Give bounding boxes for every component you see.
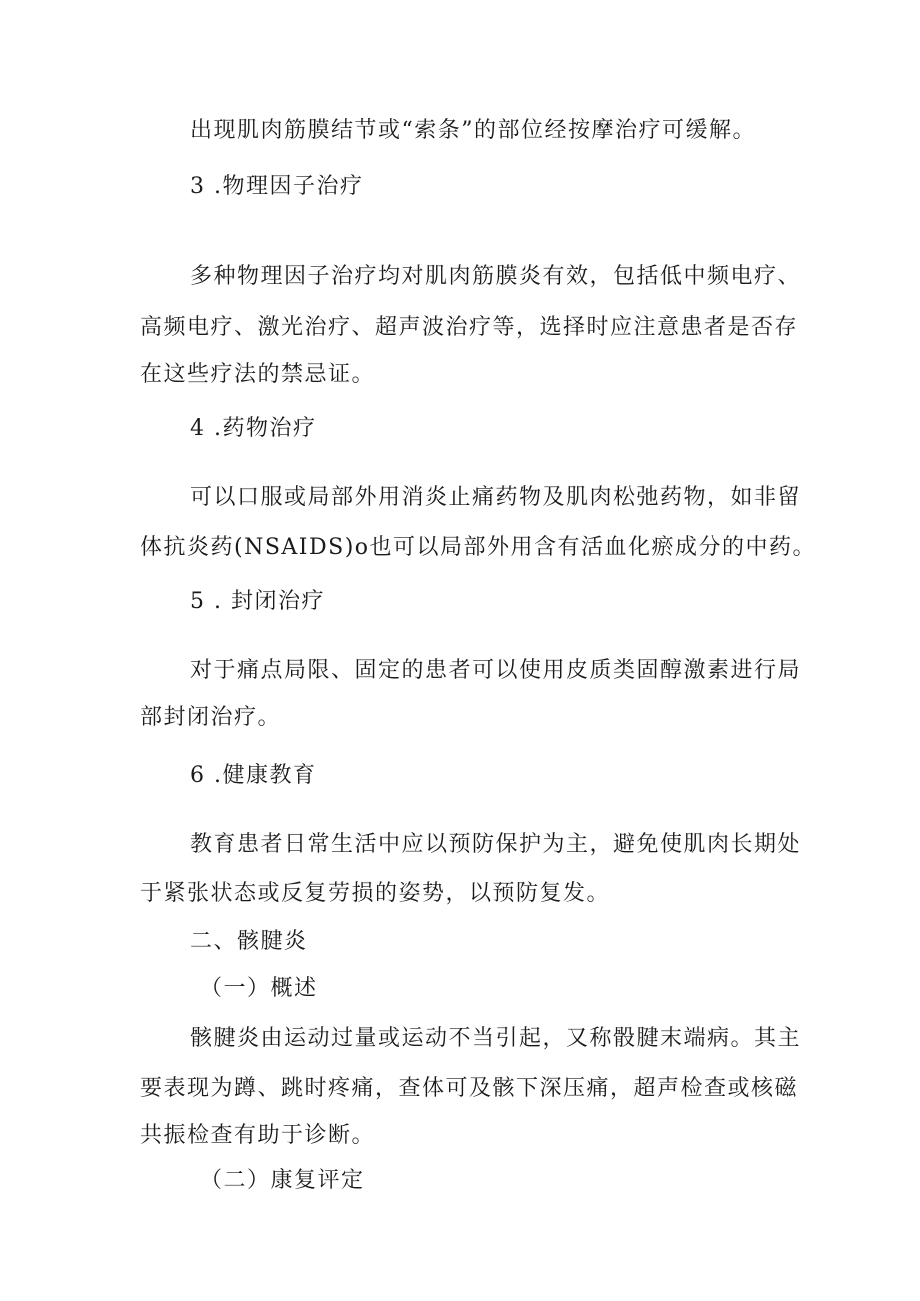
heading-physical-therapy: 3 .物理因子治疗 (190, 174, 364, 199)
paragraph-overview-line-2: 要表现为蹲、跳时疼痛，查体可及骸下深压痛，超声检查或核磁 (140, 1076, 799, 1101)
paragraph-massage-line-1: 出现肌肉筋膜结节或“索条”的部位经按摩治疗可缓解。 (190, 118, 756, 143)
paragraph-drug-line-1: 可以口服或局部外用消炎止痛药物及肌肉松弛药物，如非留 (190, 485, 802, 510)
heading-health-education: 6 .健康教育 (190, 763, 317, 788)
paragraph-block-line-2: 部封闭治疗。 (140, 705, 282, 730)
paragraph-block-line-1: 对于痛点局限、固定的患者可以使用皮质类固醇激素进行局 (190, 658, 802, 683)
paragraph-drug-line-2: 体抗炎药(NSAIDS)o也可以局部外用含有活血化瘀成分的中药。 (140, 535, 817, 560)
paragraph-physical-line-1: 多种物理因子治疗均对肌肉筋膜炎有效，包括低中频电疗、 (190, 264, 802, 289)
subheading-overview: （一）概述 (200, 976, 318, 1001)
paragraph-overview-line-1: 骸腱炎由运动过量或运动不当引起，又称骰腱末端病。其主 (190, 1026, 802, 1051)
subheading-rehab-assessment: （二）康复评定 (200, 1168, 365, 1193)
paragraph-physical-line-2: 高频电疗、激光治疗、超声波治疗等，选择时应注意患者是否存 (140, 315, 799, 340)
paragraph-education-line-1: 教育患者日常生活中应以预防保护为主，避免使肌肉长期处 (190, 832, 802, 857)
heading-block-therapy: 5 . 封闭治疗 (190, 589, 325, 614)
heading-drug-therapy: 4 .药物治疗 (190, 416, 317, 441)
section-heading-patellar-tendinitis: 二、骸腱炎 (190, 929, 308, 954)
paragraph-education-line-2: 于紧张状态或反复劳损的姿势，以预防复发。 (140, 881, 611, 906)
paragraph-physical-line-3: 在这些疗法的禁忌证。 (140, 362, 376, 387)
paragraph-overview-line-3: 共振检查有助于诊断。 (140, 1123, 376, 1148)
